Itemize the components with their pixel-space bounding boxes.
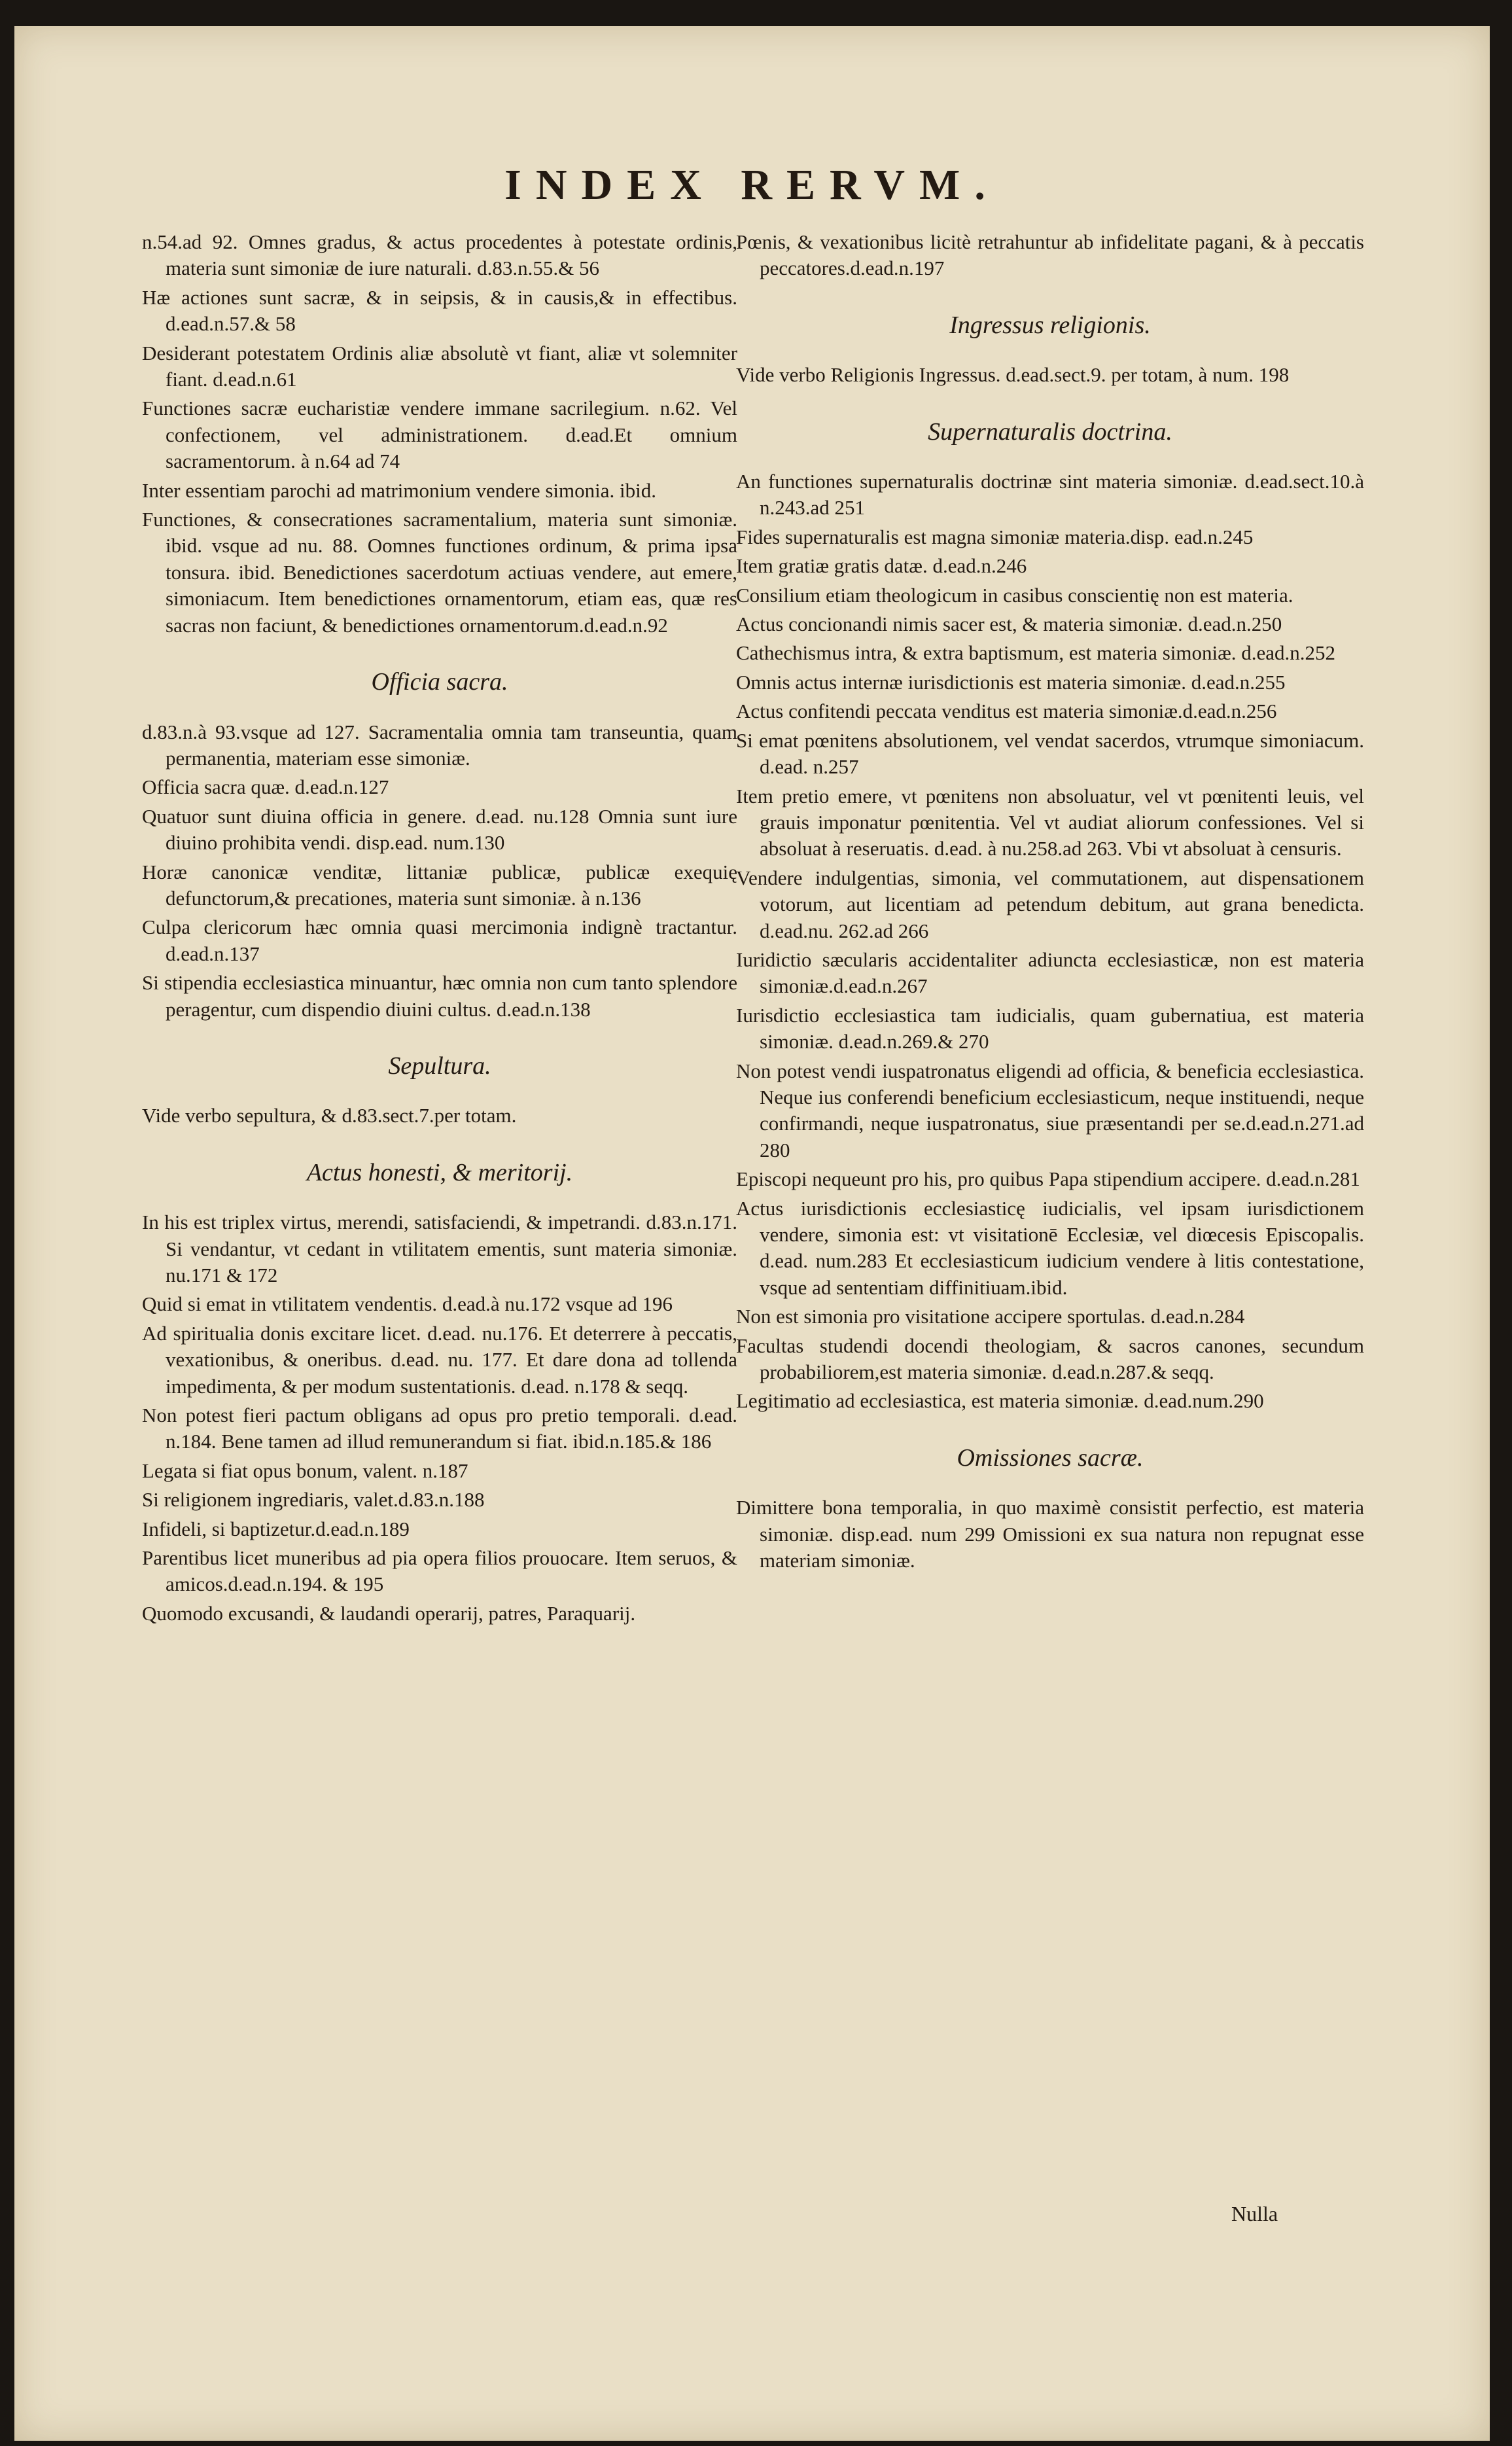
index-entry: Legitimatio ad ecclesiastica, est materia simoniæ. d.ead.num.290 (736, 1389, 1264, 1413)
section-heading: Supernaturalis doctrina. (928, 417, 1172, 446)
index-entry: Consilium etiam theologicum in casibus conscientię non est materia. (736, 583, 1293, 607)
index-entry: Iurisdictio ecclesiastica tam iudicialis, quam gubernatiua, est materia simoniæ. d.ead.n.269.& 270 (736, 1003, 1364, 1054)
index-entry: n.54.ad 92. Omnes gradus, & actus procedentes à potestate ordinis, materia sunt simoniæ de iure naturali. d.83.n.55.& 56 (142, 230, 737, 280)
index-entry: Parentibus licet muneribus ad pia opera filios prouocare. Item seruos, & amicos.d.ead.n.194. & 195 (142, 1546, 737, 1596)
index-entry: An functiones supernaturalis doctrinæ sint materia simoniæ. d.ead.sect.10.à n.243.ad 251 (736, 470, 1364, 520)
section-heading: Omissiones sacræ. (957, 1444, 1144, 1472)
index-entry: Item pretio emere, vt pœnitens non absoluatur, vel vt pœnitenti leuis, vel grauis imponatur pœnitentia. Vel vt audiat aliorum confessiones. Vel si absoluat à reseruatis. d.ead. à nu.258.ad 263. Vbi vt absoluat à censuris. (736, 784, 1364, 860)
index-entry: Quatuor sunt diuina officia in genere. d.ead. nu.128 Omnia sunt iure diuino prohibita vendi. disp.ead. num.130 (142, 804, 737, 855)
index-entry: Officia sacra quæ. d.ead.n.127 (142, 775, 389, 799)
index-entry: Culpa clericorum hæc omnia quasi mercimonia indignè tractantur. d.ead.n.137 (142, 915, 737, 965)
index-entry: Ad spiritualia donis excitare licet. d.ead. nu.176. Et deterrere à peccatis, vexationibus, & oneribus. d.ead. nu. 177. Et dare dona ad tollenda impedimenta, & per modum sustentationis. d.ead. n.178 & seqq. (142, 1321, 737, 1398)
index-entry: Actus iurisdictionis ecclesiasticę iudicialis, vel ipsam iurisdictionem vendere, simonia est: vt visitationē Ecclesiæ, vel diœcesis Episcopalis. d.ead. num.283 Et ecclesiasticum iudicium vendere à litis contestatione, vsque ad sententiam diffinitiuam.ibid. (736, 1196, 1364, 1299)
left-column (142, 229, 737, 1629)
index-entry: Inter essentiam parochi ad matrimonium vendere simonia. ibid. (142, 478, 656, 502)
index-entry: Episcopi nequeunt pro his, pro quibus Papa stipendium accipere. d.ead.n.281 (736, 1167, 1360, 1191)
section-heading: Actus honesti, & meritorij. (306, 1158, 573, 1186)
index-entry: Actus confitendi peccata venditus est materia simoniæ.d.ead.n.256 (736, 700, 1277, 723)
index-entry: Pœnis, & vexationibus licitè retrahuntur ab infidelitate pagani, & à peccatis peccatores.d.ead.n.197 (736, 230, 1364, 280)
index-entry: Vide verbo sepultura, & d.83.sect.7.per totam. (142, 1104, 517, 1127)
index-entry: Vendere indulgentias, simonia, vel commutationem, aut dispensationem votorum, aut licentiam ad petendum debitum, aut grana benedicta. d.ead.nu. 262.ad 266 (736, 866, 1364, 942)
index-entry: Legata si fiat opus bonum, valent. n.187 (142, 1459, 468, 1482)
index-entry: Vide verbo Religionis Ingressus. d.ead.sect.9. per totam, à num. 198 (736, 363, 1290, 387)
index-entry: Dimittere bona temporalia, in quo maximè consistit perfectio, est materia simoniæ. disp.ead. num 299 Omissioni ex sua natura non repugnat esse materiam simoniæ. (736, 1496, 1364, 1572)
section-heading: Officia sacra. (371, 668, 508, 696)
index-entry: Functiones sacræ eucharistiæ vendere immane sacrilegium. n.62. Vel confectionem, vel administrationem. d.ead.Et omnium sacramentorum. à n.64 ad 74 (142, 397, 737, 473)
index-entry: Non potest fieri pactum obligans ad opus pro pretio temporali. d.ead. n.184. Bene tamen ad illud remunerandum si fiat. ibid.n.185.& 186 (142, 1404, 737, 1453)
book-page (14, 26, 1490, 2441)
index-entry: Iuridictio sæcularis accidentaliter adiuncta ecclesiasticæ, non est materia simoniæ.d.ead.n.267 (736, 948, 1364, 998)
section-heading: Ingressus religionis. (949, 311, 1151, 339)
right-column (736, 229, 1364, 1576)
index-entry: Si stipendia ecclesiastica minuantur, hæc omnia non cum tanto splendore peragentur, cum dispendio diuini cultus. d.ead.n.138 (142, 971, 737, 1021)
index-entry: Functiones, & consecrationes sacramentalium, materia sunt simoniæ. ibid. vsque ad nu. 88. Oomnes functiones ordinum, & prima ipsa tonsura. ibid. Benedictiones sacerdotum actiuas vendere, aut emere, simoniacum. Item benedictiones ornamentorum, etiam eas, quæ res sacras non faciunt, & benedictiones ornamentorum.d.ead.n.92 (142, 508, 737, 637)
index-entry: Desiderant potestatem Ordinis aliæ absolutè vt fiant, aliæ vt solemniter fiant. d.ead.n.61 (142, 341, 737, 391)
index-entry: Si emat pœnitens absolutionem, vel vendat sacerdos, vtrumque simoniacum. d.ead. n.257 (736, 728, 1364, 779)
index-entry: Quid si emat in vtilitatem vendentis. d.ead.à nu.172 vsque ad 196 (142, 1292, 673, 1316)
index-entry: Non potest vendi iuspatronatus eligendi ad officia, & beneficia ecclesiastica. Neque ius conferendi beneficium ecclesiasticum, neque instituendi, neque confirmandi, neque iuspatronatus, siue præsentandi per se.d.ead.n.271.ad 280 (736, 1059, 1364, 1161)
catchword: Nulla (1231, 2202, 1278, 2225)
index-entry: Cathechismus intra, & extra baptismum, est materia simoniæ. d.ead.n.252 (736, 641, 1336, 665)
page-title: INDEX RERVM. (504, 161, 1000, 209)
index-entry: Omnis actus internæ iurisdictionis est materia simoniæ. d.ead.n.255 (736, 670, 1286, 694)
index-entry: Facultas studendi docendi theologiam, & sacros canones, secundum probabiliorem,est materia simoniæ. d.ead.n.287.& seqq. (736, 1334, 1364, 1384)
section-heading: Sepultura. (388, 1052, 491, 1080)
index-entry: Quomodo excusandi, & laudandi operarij, patres, Paraquarij. (142, 1601, 636, 1625)
index-entry: d.83.n.à 93.vsque ad 127. Sacramentalia omnia tam transeuntia, quam permanentia, materiam esse simoniæ. (142, 720, 737, 770)
index-entry: Item gratiæ gratis datæ. d.ead.n.246 (736, 554, 1027, 578)
index-entry: Non est simonia pro visitatione accipere sportulas. d.ead.n.284 (736, 1305, 1245, 1328)
index-entry: Hæ actiones sunt sacræ, & in seipsis, & in causis,& in effectibus. d.ead.n.57.& 58 (142, 285, 737, 336)
index-entry: Horæ canonicæ venditæ, littaniæ publicæ, publicæ exequię defunctorum,& precationes, materia sunt simoniæ. à n.136 (142, 860, 737, 910)
index-entry: Fides supernaturalis est magna simoniæ materia.disp. ead.n.245 (736, 525, 1254, 548)
index-entry: Infideli, si baptizetur.d.ead.n.189 (142, 1517, 410, 1540)
index-entry: Actus concionandi nimis sacer est, & materia simoniæ. d.ead.n.250 (736, 612, 1282, 636)
index-entry: Si religionem ingrediaris, valet.d.83.n.188 (142, 1488, 485, 1512)
index-entry: In his est triplex virtus, merendi, satisfaciendi, & impetrandi. d.83.n.171. Si vendantur, vt cedant in vtilitatem ementis, sunt materia simoniæ. nu.171 & 172 (142, 1211, 737, 1286)
